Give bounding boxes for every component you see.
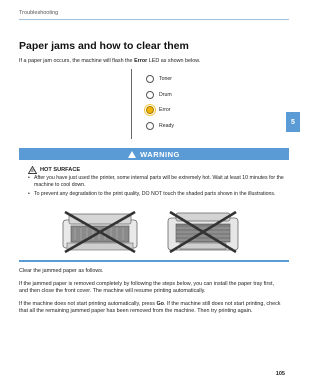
warning-banner <box>19 148 289 160</box>
intro-text-before: If a paper jam occurs, the machine will flash the <box>19 58 135 64</box>
printer-illustration-rear <box>160 210 246 254</box>
chapter-tab[interactable]: 5 <box>286 112 300 132</box>
led-flashing-icon <box>146 106 154 114</box>
warning-label: WARNING <box>140 149 180 159</box>
led-off-icon <box>146 75 154 83</box>
intro-paragraph <box>19 58 281 65</box>
led-label: Drum <box>159 92 172 98</box>
led-error <box>146 106 171 114</box>
led-off-icon <box>146 122 154 130</box>
page-title: Paper jams and how to clear them <box>19 40 189 52</box>
warning-bullet: • After you have just used the printer, some internal parts will be extremely hot. Wait at least 10 minutes for the machine to cool down. <box>28 175 286 189</box>
warning-bullet: • To prevent any degradation to the print quality, DO NOT touch the shaded parts shown in the illustrations. <box>28 191 286 198</box>
go-text-before: If the machine does not start printing automatically, press <box>19 301 157 307</box>
led-label: Error <box>159 107 171 113</box>
led-panel <box>131 69 172 139</box>
steps-paragraph-go <box>19 301 281 315</box>
printer-illustration-front <box>57 210 143 254</box>
header-divider <box>19 19 289 20</box>
led-label: Ready <box>159 123 174 129</box>
steps-intro: Clear the jammed paper as follows. <box>19 268 104 274</box>
led-toner <box>146 75 172 83</box>
intro-error-label: Error <box>134 58 148 64</box>
hot-surface-icon <box>28 166 37 174</box>
warning-icon <box>128 151 136 158</box>
led-off-icon <box>146 91 154 99</box>
warning-bottom-divider <box>19 260 289 262</box>
steps-paragraph: If the jammed paper is removed completely by following the steps below, you can install the paper tray first, and then close the front cover. The machine will resume printing automatically. <box>19 281 274 295</box>
led-drum <box>146 91 172 99</box>
section-header: Troubleshooting <box>19 10 59 16</box>
led-ready <box>146 122 174 130</box>
go-button-label: Go <box>156 301 164 307</box>
go-text-after: . If the machine still does not start printing, check that all the remaining jammed paper has been removed from the machine. Then try printing again. <box>19 301 281 315</box>
page-number: 105 <box>275 371 285 377</box>
hot-surface-title: HOT SURFACE <box>40 167 81 173</box>
hot-surface-heading <box>28 166 80 174</box>
intro-text-after: LED as shown below. <box>147 58 201 64</box>
led-label: Toner <box>159 76 172 82</box>
